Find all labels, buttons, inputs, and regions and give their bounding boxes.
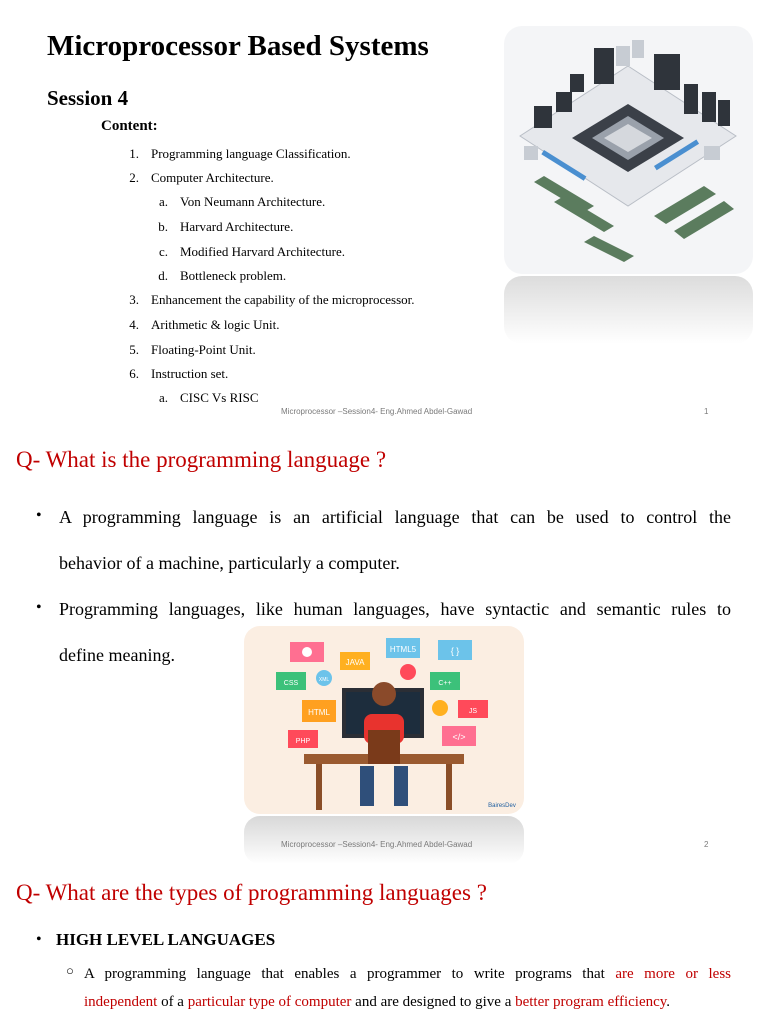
bullet-icon: •	[36, 599, 42, 616]
svg-text:JS: JS	[468, 708, 478, 715]
page-number: 2	[704, 840, 709, 849]
svg-text:HTML5: HTML5	[389, 645, 417, 654]
section-heading: HIGH LEVEL LANGUAGES	[56, 930, 276, 949]
svg-text:PHP: PHP	[295, 738, 311, 745]
bullet-icon: •	[36, 507, 42, 524]
svg-text:XML: XML	[318, 677, 330, 683]
circle-bullet-icon: ○	[66, 963, 74, 978]
paragraph: A programming language is an artificial language that can be used to control the behavior of a machine, particularly a computer.	[59, 507, 731, 573]
svg-text:JAVA: JAVA	[345, 658, 365, 667]
svg-text:CSS: CSS	[283, 680, 299, 687]
paragraph: Programming languages, like human languages, have syntactic and semantic rules to define meaning.	[59, 599, 731, 665]
page-footer: Microprocessor –Session4- Eng.Ahmed Abdel-Gawad	[281, 840, 473, 849]
svg-text:BairesDev: BairesDev	[488, 803, 516, 809]
session-heading: Session 4	[47, 86, 129, 110]
svg-text:C++: C++	[438, 680, 452, 687]
svg-text:HTML: HTML	[308, 708, 330, 717]
microprocessor-illustration	[504, 26, 753, 274]
question-heading: Q- What are the types of programming languages ?	[16, 880, 487, 905]
programmer-illustration	[244, 626, 524, 814]
bullet-icon: •	[36, 931, 42, 948]
image-reflection	[504, 276, 753, 344]
svg-text:{ }: { }	[450, 646, 460, 656]
page-number: 1	[704, 407, 709, 416]
page-footer: Microprocessor –Session4- Eng.Ahmed Abdel-Gawad	[281, 407, 473, 416]
paragraph: A programming language that enables a programmer to write programs that are more or less independent of a particular type of computer and are designed to give a better program efficiency.	[84, 966, 731, 1010]
question-heading: Q- What is the programming language ?	[16, 447, 387, 472]
content-label: Content:	[101, 118, 158, 134]
page-title: Microprocessor Based Systems	[47, 30, 429, 62]
svg-text:</>: </>	[452, 732, 466, 742]
